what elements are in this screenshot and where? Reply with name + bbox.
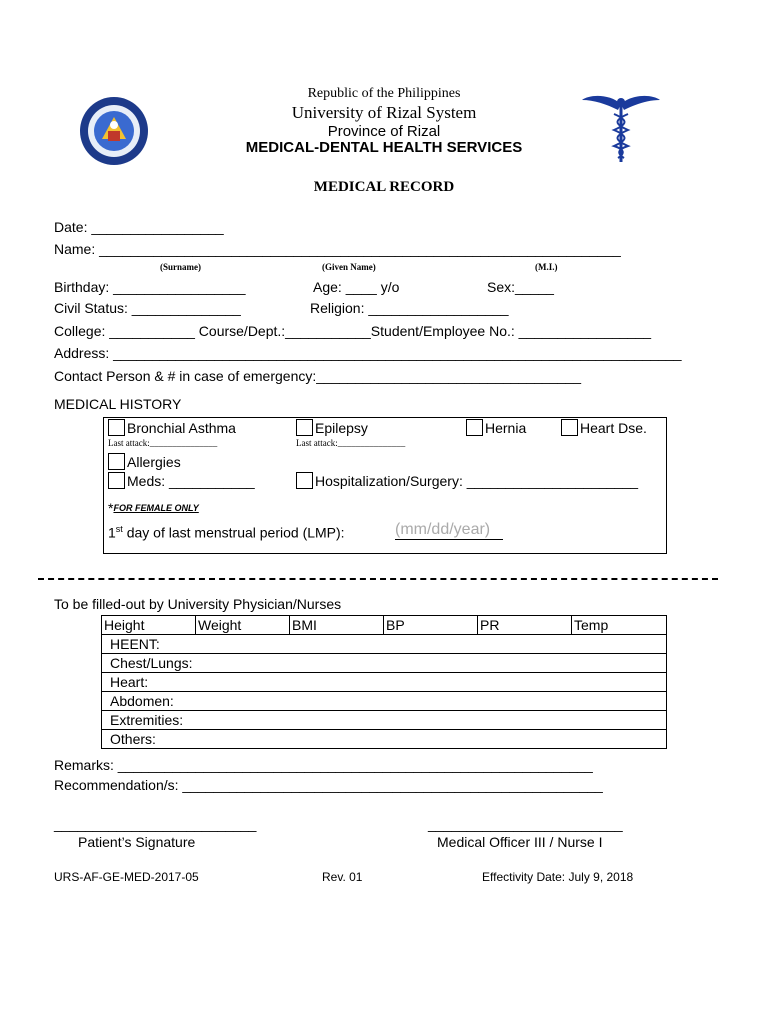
height-cell[interactable]: Height: [102, 616, 196, 635]
table-row: [102, 711, 667, 730]
heent-field[interactable]: HEENT:: [102, 635, 667, 654]
patient-signature-label: Patient’s Signature: [78, 834, 196, 850]
date-field[interactable]: Date: _________________: [54, 219, 224, 235]
age-field[interactable]: Age: ____ y/o: [313, 279, 400, 295]
pr-cell[interactable]: PR: [478, 616, 572, 635]
meds-option[interactable]: Meds: ___________: [108, 472, 255, 489]
others-field[interactable]: Others:: [102, 730, 667, 749]
address-field[interactable]: Address: _________________________________________________________________________: [54, 345, 682, 361]
emergency-contact-field[interactable]: Contact Person & # in case of emergency:__________________________________: [54, 368, 581, 384]
chest-lungs-field[interactable]: Chest/Lungs:: [102, 654, 667, 673]
hernia-option[interactable]: Hernia: [466, 419, 526, 436]
heart-disease-checkbox[interactable]: [561, 419, 578, 436]
temp-cell[interactable]: Temp: [572, 616, 667, 635]
middle-initial-caption: (M.I.): [535, 262, 558, 272]
hernia-checkbox[interactable]: [466, 419, 483, 436]
medical-history-heading: MEDICAL HISTORY: [54, 396, 182, 412]
surname-caption: (Surname): [160, 262, 201, 272]
table-row: [102, 673, 667, 692]
physical-exam-table: [101, 615, 667, 749]
sex-field[interactable]: Sex:_____: [487, 279, 554, 295]
female-only-note: *FOR FEMALE ONLY: [108, 500, 199, 516]
revision-number: Rev. 01: [322, 870, 363, 884]
epilepsy-checkbox[interactable]: [296, 419, 313, 436]
civil-status-field[interactable]: Civil Status: ______________: [54, 300, 241, 316]
weight-cell[interactable]: Weight: [196, 616, 290, 635]
asthma-option[interactable]: Bronchial Asthma: [108, 419, 236, 436]
religion-field[interactable]: Religion: __________________: [310, 300, 509, 316]
abdomen-field[interactable]: Abdomen:: [102, 692, 667, 711]
remarks-field[interactable]: Remarks: _____________________________________________________________: [54, 757, 593, 773]
vitals-header-row: [102, 616, 667, 635]
college-course-id-field[interactable]: College: ___________ Course/Dept.:___________Student/Employee No.: _________________: [54, 323, 652, 339]
header-university: University of Rizal System: [291, 103, 477, 122]
allergies-option[interactable]: Allergies: [108, 453, 181, 470]
extremities-field[interactable]: Extremities:: [102, 711, 667, 730]
table-row: [102, 692, 667, 711]
epilepsy-last-attack-field[interactable]: Last attack:_______________: [296, 438, 406, 448]
meds-checkbox[interactable]: [108, 472, 125, 489]
lmp-date-input[interactable]: (mm/dd/year): [395, 521, 503, 540]
heart-disease-option[interactable]: Heart Dse.: [561, 419, 647, 436]
patient-signature-line[interactable]: __________________________: [54, 816, 257, 832]
name-field[interactable]: Name: ___________________________________________________________________: [54, 241, 621, 257]
hospitalization-checkbox[interactable]: [296, 472, 313, 489]
hospitalization-option[interactable]: Hospitalization/Surgery: ______________________: [296, 472, 638, 489]
asthma-last-attack-field[interactable]: Last attack:_______________: [108, 438, 218, 448]
epilepsy-option[interactable]: Epilepsy: [296, 419, 368, 436]
birthday-field[interactable]: Birthday: _________________: [54, 279, 246, 295]
recommendation-field[interactable]: Recommendation/s: ______________________________________________________: [54, 777, 603, 793]
officer-signature-line[interactable]: _________________________: [428, 816, 623, 832]
header-province: Province of Rizal: [327, 123, 441, 140]
header-department: MEDICAL-DENTAL HEALTH SERVICES: [245, 139, 523, 156]
bmi-cell[interactable]: BMI: [290, 616, 384, 635]
heart-field[interactable]: Heart:: [102, 673, 667, 692]
bp-cell[interactable]: BP: [384, 616, 478, 635]
effectivity-date: Effectivity Date: July 9, 2018: [482, 870, 634, 884]
allergies-checkbox[interactable]: [108, 453, 125, 470]
physician-section-heading: To be filled-out by University Physician/Nurses: [54, 596, 342, 612]
table-row: [102, 654, 667, 673]
form-code: URS-AF-GE-MED-2017-05: [54, 870, 199, 884]
page-title: MEDICAL RECORD: [313, 179, 455, 195]
lmp-label: 1st day of last menstrual period (LMP):: [108, 524, 345, 541]
table-row: [102, 635, 667, 654]
header-republic: Republic of the Philippines: [307, 86, 461, 101]
officer-signature-label: Medical Officer III / Nurse I: [437, 834, 603, 850]
table-row: [102, 730, 667, 749]
asthma-checkbox[interactable]: [108, 419, 125, 436]
given-name-caption: (Given Name): [322, 262, 376, 272]
dashed-cut-line: [38, 578, 718, 580]
